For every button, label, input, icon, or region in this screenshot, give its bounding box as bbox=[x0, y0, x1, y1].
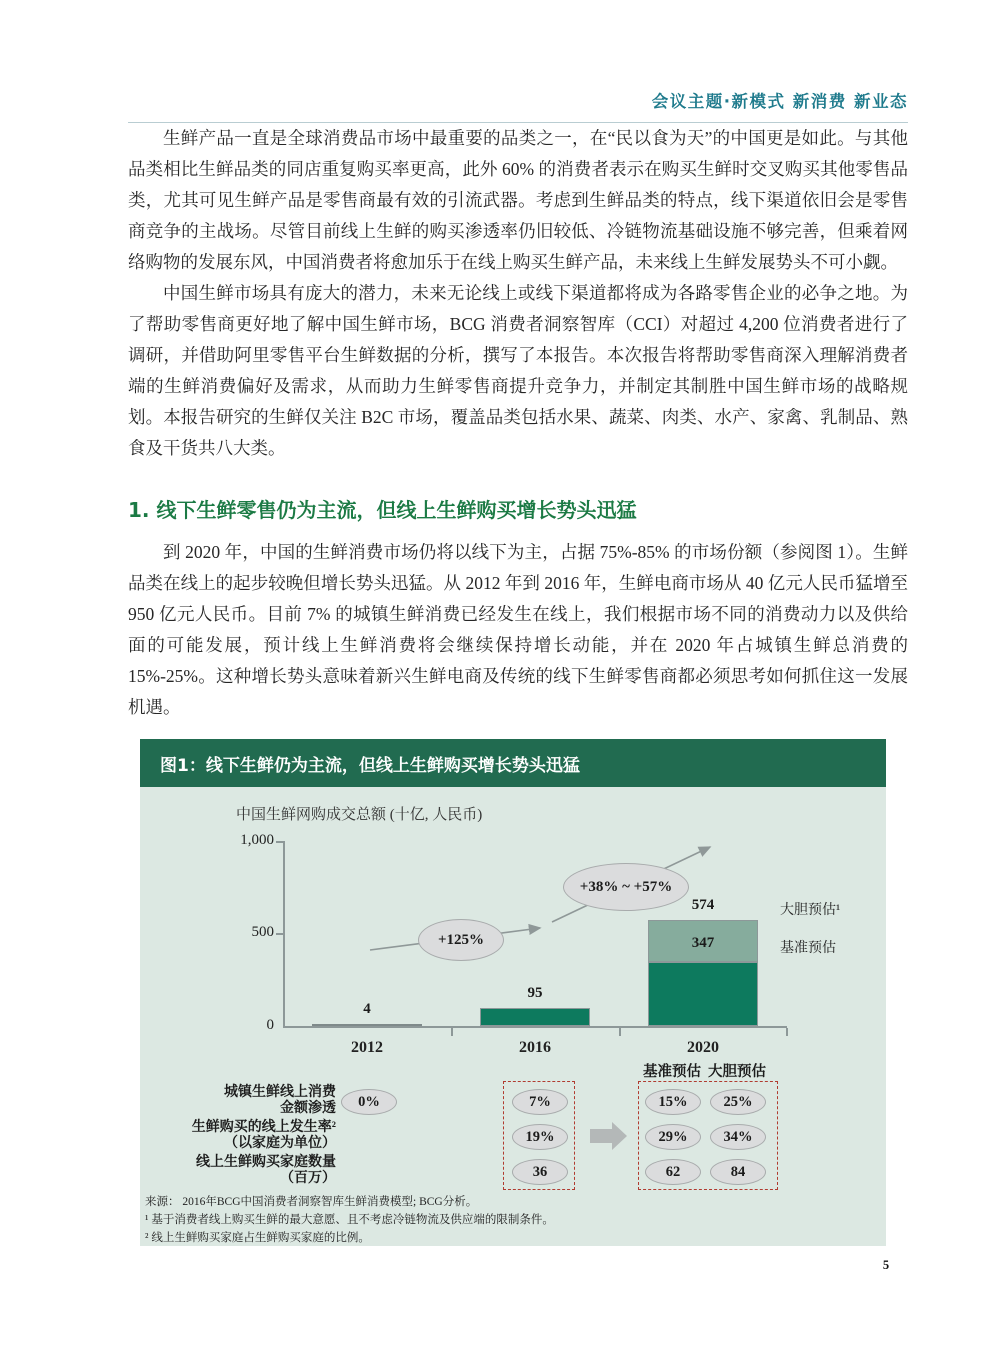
y-tickmark-mid bbox=[276, 933, 283, 935]
cell-2016-incidence: 19% bbox=[512, 1124, 568, 1150]
section-heading: 1. 线下生鲜零售仍为主流，但线上生鲜购买增长势头迅猛 bbox=[128, 498, 637, 522]
table-header-bold: 大胆预估 bbox=[708, 1064, 766, 1080]
cell-2016-penetration: 7% bbox=[512, 1089, 568, 1115]
bar-value-2012: 4 bbox=[363, 1001, 371, 1017]
row-label-incidence bbox=[140, 1120, 336, 1152]
category-2020: 2020 bbox=[687, 1039, 719, 1056]
row-label-penetration bbox=[140, 1085, 336, 1117]
transition-arrow-body bbox=[590, 1129, 612, 1143]
row-label-penetration-line1: 城镇生鲜线上消费 bbox=[224, 1085, 336, 1100]
y-axis-line bbox=[283, 841, 285, 1026]
row-label-households-line1: 线上生鲜购买家庭数量 bbox=[196, 1155, 336, 1170]
figure-title: 图1：线下生鲜仍为主流，但线上生鲜购买增长势头迅猛 bbox=[160, 756, 580, 776]
cell-2020base-households: 62 bbox=[645, 1159, 701, 1185]
cell-2020bold-penetration: 25% bbox=[710, 1089, 766, 1115]
cell-2020base-incidence: 29% bbox=[645, 1124, 701, 1150]
bar-2012 bbox=[312, 1024, 422, 1027]
bar-value-2020-base: 347 bbox=[691, 935, 715, 951]
cell-2016-households: 36 bbox=[512, 1159, 568, 1185]
figure-footnote-2: ² 线上生鲜购买家庭占生鲜购买家庭的比例。 bbox=[145, 1232, 370, 1244]
bar-2016 bbox=[480, 1008, 590, 1026]
cell-2020base-penetration: 15% bbox=[645, 1089, 701, 1115]
category-2016: 2016 bbox=[519, 1039, 551, 1056]
section-paragraph: 到 2020 年，中国的生鲜消费市场仍将以线下为主，占据 75%-85% 的市场份额（参阅图 1）。生鲜品类在线上的起步较晚但增长势头迅猛。从 2012 年到 2016 年，生鲜电商市场从 40 亿元人民币猛增至 950 亿元人民币。目前 7% 的城镇生鲜消费已经发生在线上，我们根据市场不同的消费动力以及供给面的可能发展，预计线上生鲜消费将会继续保持增长动能，并在 2020 年占城镇生鲜总消费的 15%-25%。这种增长势头意味着新兴生鲜电商及传统的线下生鲜零售商都必须思考如何抓住这一发展机遇。 bbox=[128, 542, 908, 717]
intro-paragraph-2: 中国生鲜市场具有庞大的潜力，未来无论线上或线下渠道都将成为各路零售企业的必争之地。为了帮助零售商更好地了解中国生鲜市场，BCG 消费者洞察智库（CCI）对超过 4,200 位消费者进行了调研，并借助阿里零售平台生鲜数据的分析，撰写了本报告。本次报告将帮助零售商深入理解消费者端的生鲜消费偏好及需求，从而助力生鲜零售商提升竞争力，并制定其制胜中国生鲜市场的战略规划。本报告研究的生鲜仅关注 B2C 市场，覆盖品类包括水果、蔬菜、肉类、水产、家禽、乳制品、熟食及干货共八大类。 bbox=[128, 283, 908, 458]
y-tick-1000: 1,000 bbox=[240, 832, 274, 848]
row-label-incidence-line2: （以家庭为单位） bbox=[224, 1136, 336, 1151]
figure-title-bar bbox=[140, 739, 886, 787]
intro-paragraph-1: 生鲜产品一直是全球消费品市场中最重要的品类之一，在“民以食为天”的中国更是如此。与其他品类相比生鲜品类的同店重复购买率更高，此外 60% 的消费者表示在购买生鲜时交叉购买其他零售品类，尤其可见生鲜产品是零售商最有效的引流武器。考虑到生鲜品类的特点，线下渠道依旧会是零售商竞争的主战场。尽管目前线上生鲜的购买渗透率仍旧较低、冷链物流基础设施不够完善，但乘着网络购物的发展东风，中国消费者将愈加乐于在线上购买生鲜产品，未来线上生鲜发展势头不可小觑。 bbox=[128, 128, 908, 272]
x-tickmark-2 bbox=[619, 1028, 621, 1036]
row-label-households bbox=[140, 1155, 336, 1187]
figure-footnote-1: ¹ 基于消费者线上购买生鲜的最大意愿、且不考虑冷链物流及供应端的限制条件。 bbox=[145, 1214, 554, 1226]
bar-value-2020-bold: 574 bbox=[691, 897, 715, 913]
row-label-penetration-line2: 金额渗透 bbox=[280, 1101, 336, 1116]
bar-value-2016: 95 bbox=[527, 985, 543, 1001]
legend-base-estimate: 基准预估 bbox=[780, 941, 836, 956]
cell-2020bold-households: 84 bbox=[710, 1159, 766, 1185]
transition-arrow-head bbox=[612, 1122, 627, 1150]
growth-annotation-2012-2016: +125% bbox=[418, 919, 504, 961]
growth-annotation-2016-2020: +38% ~ +57% bbox=[563, 863, 689, 911]
header-topic-text: 会议主题·新模式 新消费 新业态 bbox=[651, 92, 908, 111]
figure-source-note: 来源： 2016年BCG中国消费者洞察智库生鲜消费模型; BCG分析。 bbox=[145, 1196, 478, 1208]
page-header bbox=[128, 0, 908, 123]
table-header-base: 基准预估 bbox=[643, 1064, 701, 1080]
bar-2020-base-segment bbox=[648, 962, 758, 1026]
y-tick-0: 0 bbox=[266, 1017, 274, 1033]
row-label-incidence-line1: 生鲜购买的线上发生率² bbox=[191, 1120, 336, 1135]
x-tickmark-1 bbox=[451, 1028, 453, 1036]
figure-body bbox=[140, 787, 886, 1246]
cell-2020bold-incidence: 34% bbox=[710, 1124, 766, 1150]
category-2012: 2012 bbox=[351, 1039, 383, 1056]
cell-2012-penetration: 0% bbox=[341, 1089, 397, 1115]
y-tick-500: 500 bbox=[251, 924, 274, 940]
x-axis-line bbox=[283, 1026, 787, 1028]
figure-1 bbox=[140, 739, 886, 1246]
x-tickmark-3 bbox=[786, 1028, 788, 1036]
legend-bold-estimate: 大胆预估¹ bbox=[780, 903, 841, 918]
page-number: 5 bbox=[882, 1258, 890, 1272]
y-tickmark-top bbox=[276, 841, 283, 843]
row-label-households-line2: （百万） bbox=[280, 1171, 336, 1186]
chart-axis-title: 中国生鲜网购成交总额 (十亿, 人民币) bbox=[236, 807, 483, 823]
